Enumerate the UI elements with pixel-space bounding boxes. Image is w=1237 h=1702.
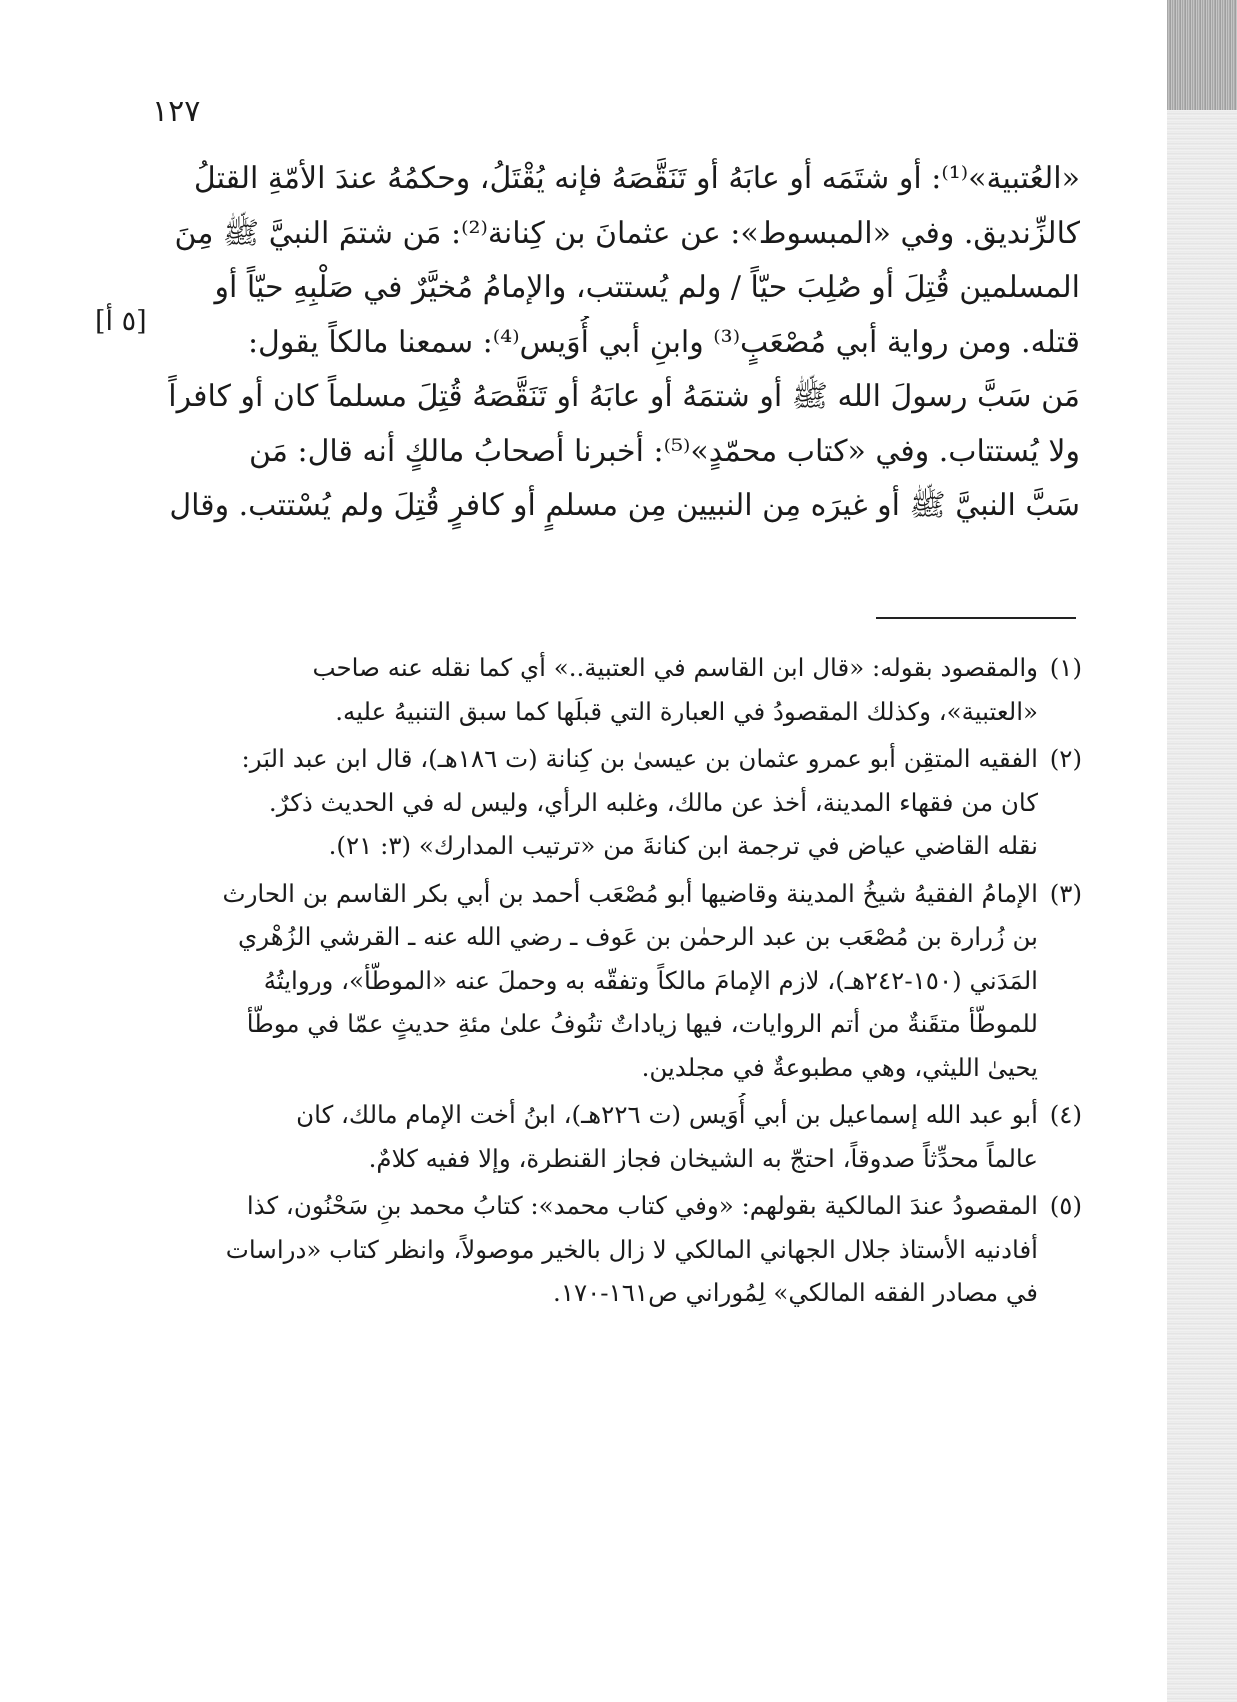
body-line: ولا يُستتاب. وفي «كتاب محمّدٍ»⁽⁵⁾: أخبرنا أصحابُ مالكٍ أنه قال: مَن	[249, 433, 1080, 469]
footnote-number: (٢)	[1049, 744, 1082, 773]
footnote-line: المَدَني (١٥٠-٢٤٢هـ)، لازم الإمامَ مالكاً وتفقّه به وحملَ عنه «الموطّأ»، وروايتُهُ	[263, 965, 1038, 995]
footnote-line: الإمامُ الفقيهُ شيخُ المدينة وقاضيها أبو مُصْعَب أحمد بن أبي بكر القاسم بن الحارث	[222, 878, 1038, 908]
footnote-separator	[876, 617, 1076, 619]
footnote-number: (١)	[1049, 653, 1082, 682]
footnote-number: (٣)	[1049, 878, 1082, 908]
footnote-line: يحيىٰ الليثي، وهي مطبوعةٌ في مجلدين.	[641, 1052, 1038, 1082]
footnote-number: (٥)	[1049, 1191, 1082, 1220]
footnotes-section	[150, 646, 1082, 1319]
footnote-number: (٤)	[1049, 1100, 1082, 1129]
footnote-line: نقله القاضي عياض في ترجمة ابن كنانةَ من «ترتيب المدارك» (٣: ٢١).	[328, 831, 1038, 860]
footnote-line: في مصادر الفقه المالكي» لِمُوراني ص١٦١-١٧٠.	[553, 1278, 1038, 1307]
footnote-line: أفادنيه الأستاذ جلال الجهاني المالكي لا زال بالخير موصولاً، وانظر كتاب «دراسات	[225, 1234, 1038, 1264]
footnote-line: عالماً محدِّثاً صدوقاً، احتجّ به الشيخان فجاز القنطرة، وإلا ففيه كلامٌ.	[368, 1143, 1038, 1173]
body-line: مَن سَبَّ رسولَ الله ﷺ أو شتمَهُ أو عابَهُ أو تَنَقَّصَهُ قُتِلَ مسلماً كان أو كافراً	[168, 379, 1080, 414]
body-line: المسلمين قُتِلَ أو صُلِبَ حيّاً / ولم يُستتب، والإمامُ مُخيَّرٌ في صَلْبِهِ حيّاً أو	[214, 270, 1080, 305]
page-number: ١٢٧	[152, 94, 201, 129]
footnote-line: كان من فقهاء المدينة، أخذ عن مالك، وغلبه الرأي، وليس له في الحديث ذكرٌ.	[268, 787, 1038, 817]
body-line: كالزِّنديق. وفي «المبسوط»: عن عثمانَ بن كِنانة⁽²⁾: مَن شتمَ النبيَّ ﷺ مِنَ	[174, 215, 1080, 251]
margin-manuscript-reference: [٥ أ]	[95, 306, 147, 337]
footnote-1	[150, 646, 1082, 733]
footnote-line: بن زُرارة بن مُصْعَب بن عبد الرحمٰن بن عَوف ـ رضي الله عنه ـ القرشي الزُهْري	[238, 922, 1038, 951]
scanned-page-edge-shadow	[1167, 0, 1237, 110]
body-line: «العُتبية»⁽¹⁾: أو شتَمَه أو عابَهُ أو تَنَقَّصَهُ فإنه يُقْتَلُ، وحكمُهُ عندَ الأمّةِ القتلُ	[193, 161, 1080, 196]
body-line: قتله. ومن رواية أبي مُصْعَبٍ⁽³⁾ وابنِ أبي أُوَيس⁽⁴⁾: سمعنا مالكاً يقول:	[247, 324, 1080, 360]
footnote-line: المقصودُ عندَ المالكية بقولهم: «وفي كتاب محمد»: كتابُ محمد بنِ سَحْنُون، كذا	[246, 1191, 1038, 1220]
footnote-line: للموطّأ متقَنةٌ من أتم الروايات، فيها زياداتٌ تنُوفُ علىٰ مئةِ حديثٍ عمّا في موطّأ	[246, 1009, 1038, 1038]
footnote-line: أبو عبد الله إسماعيل بن أبي أُوَيس (ت ٢٢٦هـ)، ابنُ أخت الإمام مالك، كان	[296, 1100, 1038, 1129]
footnote-line: والمقصود بقوله: «قال ابن القاسم في العتبية..» أي كما نقله عنه صاحب	[312, 653, 1038, 682]
footnote-2	[150, 737, 1082, 868]
footnote-line: «العتبية»، وكذلك المقصودُ في العبارة التي قبلَها كما سبق التنبيهُ عليه.	[335, 696, 1038, 726]
main-body-text	[160, 152, 1080, 534]
footnote-3	[150, 872, 1082, 1090]
footnote-5	[150, 1184, 1082, 1315]
scanned-page-edge	[1167, 0, 1237, 1702]
body-line: سَبَّ النبيَّ ﷺ أو غيرَه مِن النبيين مِن مسلمٍ أو كافرٍ قُتِلَ ولم يُسْتتب. وقال	[169, 488, 1080, 523]
footnote-line: الفقيه المتقِن أبو عمرو عثمان بن عيسىٰ بن كِنانة (ت ١٨٦هـ)، قال ابن عبد البَر:	[241, 744, 1038, 773]
footnote-4	[150, 1093, 1082, 1180]
